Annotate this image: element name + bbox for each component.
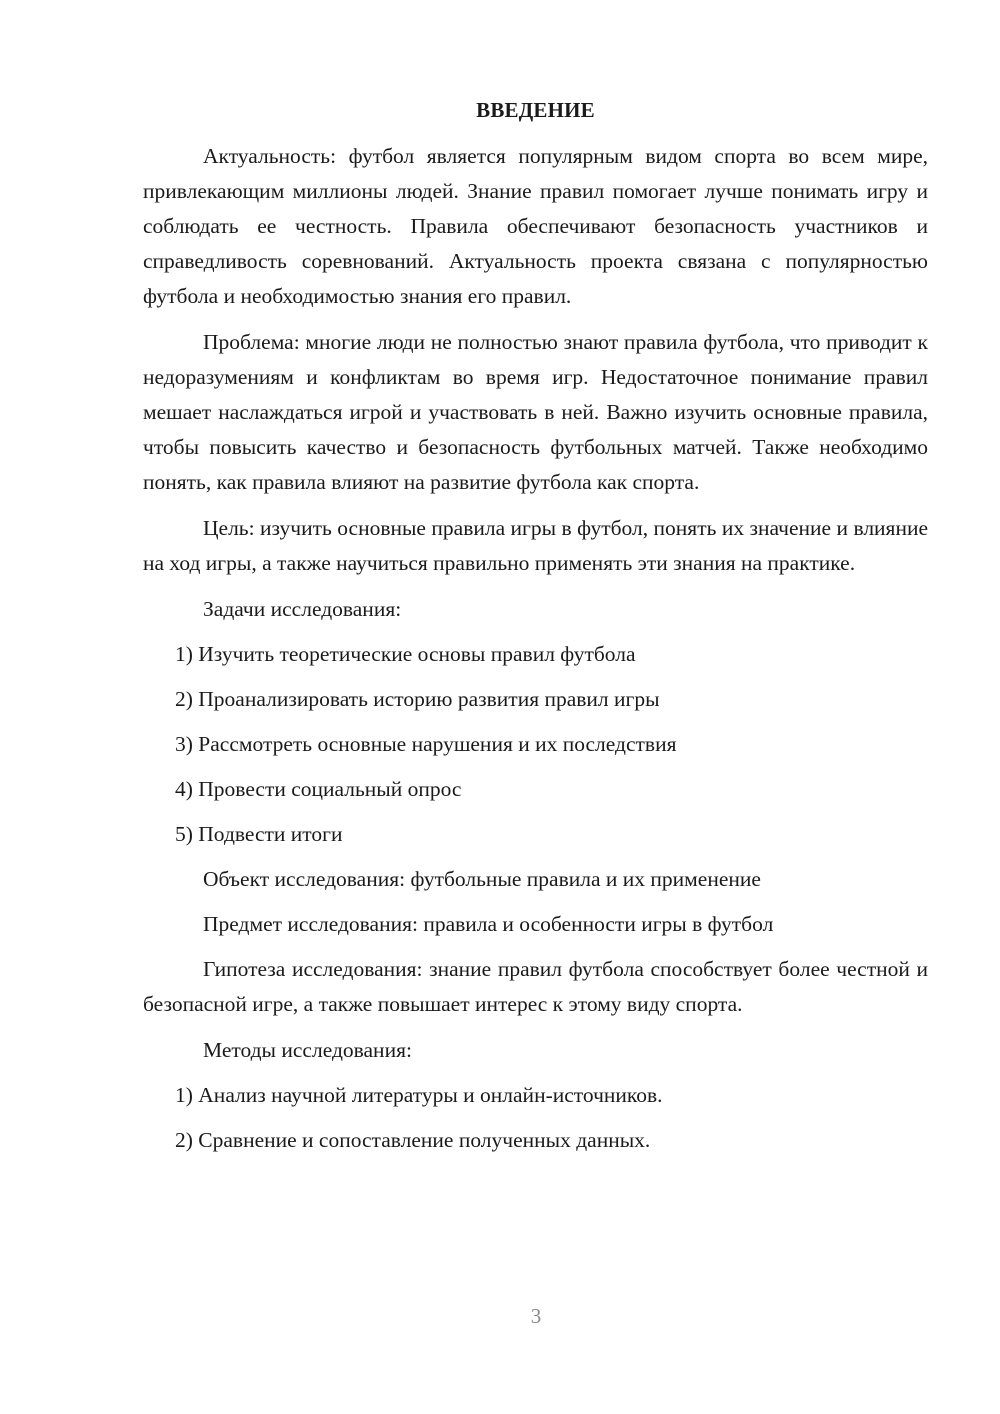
task-item: 1) Изучить теоретические основы правил футбола	[175, 642, 636, 666]
methods-heading: Методы исследования:	[203, 1038, 412, 1062]
tasks-heading: Задачи исследования:	[203, 597, 402, 621]
task-item: 2) Проанализировать историю развития правил игры	[175, 687, 660, 711]
page-content	[143, 93, 928, 1168]
page-number: 3	[530, 1304, 542, 1328]
section-title: ВВЕДЕНИЕ	[476, 98, 595, 122]
task-item: 5) Подвести итоги	[175, 822, 343, 846]
method-item: 1) Анализ научной литературы и онлайн-источников.	[175, 1083, 663, 1107]
research-hypothesis: Гипотеза исследования: знание правил футбола способствует более честной и безопасной игре, а также повышает интерес к этому виду спорта.	[143, 957, 928, 1016]
paragraph-problem: Проблема: многие люди не полностью знают правила футбола, что приводит к недоразумениям и конфликтам во время игр. Недостаточное понимание правил мешает наслаждаться игрой и участвовать в ней. Важно изучить основные правила, чтобы повысить качество и безопасность футбольных матчей. Также необходимо понять, как правила влияют на развитие футбола как спорта.	[143, 330, 928, 494]
paragraph-relevance: Актуальность: футбол является популярным видом спорта во всем мире, привлекающим миллионы людей. Знание правил помогает лучше понимать игру и соблюдать ее честность. Правила обеспечивают безопасность участников и справедливость соревнований. Актуальность проекта связана с популярностью футбола и необходимостью знания его правил.	[143, 144, 928, 308]
methods-list	[143, 1078, 928, 1158]
method-item: 2) Сравнение и сопоставление полученных данных.	[175, 1128, 651, 1152]
task-item: 3) Рассмотреть основные нарушения и их последствия	[175, 732, 677, 756]
research-subject: Предмет исследования: правила и особенности игры в футбол	[203, 912, 774, 936]
tasks-list	[143, 637, 928, 852]
task-item: 4) Провести социальный опрос	[175, 777, 462, 801]
paragraph-goal: Цель: изучить основные правила игры в футбол, понять их значение и влияние на ход игры, а также научиться правильно применять эти знания на практике.	[143, 516, 928, 575]
research-object: Объект исследования: футбольные правила и их применение	[203, 867, 761, 891]
